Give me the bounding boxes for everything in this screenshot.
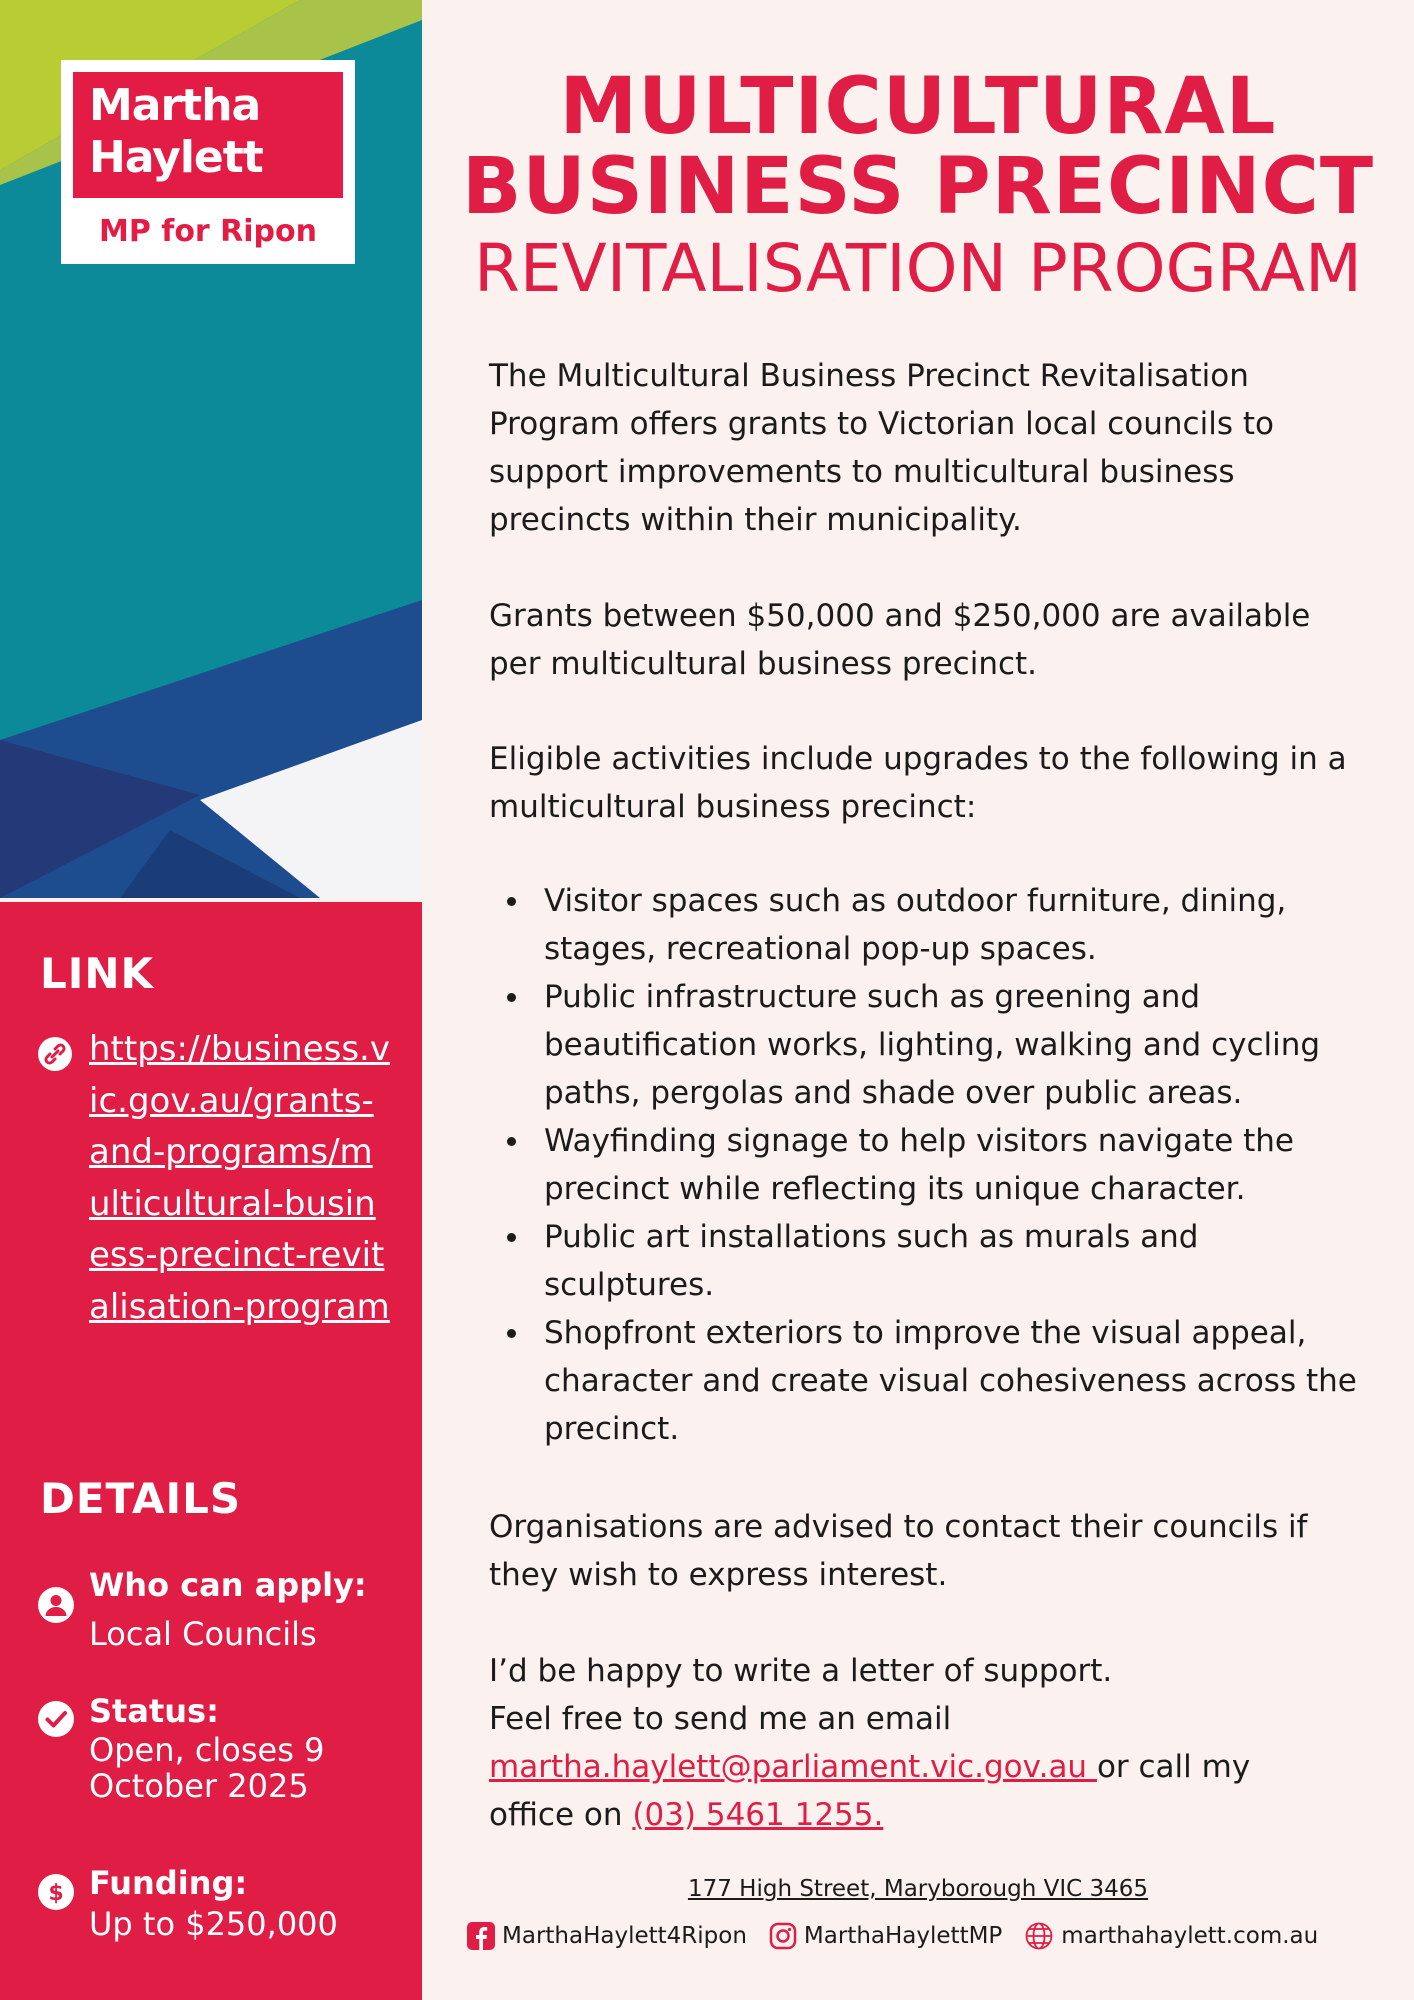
grants-paragraph: Grants between $50,000 and $250,000 are available per multicultural business precinct. — [489, 598, 1311, 682]
list-item: Public art installations such as murals and sculptures. — [489, 1213, 1369, 1309]
list-item: Public infrastructure such as greening and beautification works, lighting, walking and cycling paths, pergolas and shade over public areas. — [489, 973, 1369, 1117]
facebook-icon — [467, 1922, 495, 1950]
funding-label: Funding: — [89, 1864, 248, 1902]
details-heading: DETAILS — [40, 1474, 242, 1523]
email-link[interactable]: martha.haylett@parliament.vic.gov.au — [489, 1749, 1097, 1785]
advice-paragraph: Organisations are advised to contact their councils if they wish to express interest. — [489, 1509, 1308, 1593]
email-prompt-line: Feel free to send me an email — [489, 1701, 952, 1737]
office-on-text: office on — [489, 1797, 633, 1833]
instagram-icon — [769, 1922, 797, 1950]
instagram-handle: MarthaHaylettMP — [803, 1923, 1003, 1949]
logo-subtitle: MP for Ripon — [98, 214, 317, 249]
globe-icon — [1024, 1921, 1054, 1951]
logo-name-line2: Haylett — [89, 132, 263, 183]
title-line3: REVITALISATION PROGRAM — [473, 230, 1362, 307]
contact-paragraph — [489, 1647, 1359, 1839]
email-line — [489, 1743, 1359, 1791]
sidebar — [0, 0, 422, 2000]
program-link[interactable]: https://business.vic.gov.au/grants-and-programs/multicultural-business-precinct-revitalisation-program — [89, 1029, 390, 1327]
facebook-link[interactable] — [467, 1922, 747, 1950]
list-item: Visitor spaces such as outdoor furniture, dining, stages, recreational pop-up spaces. — [489, 877, 1369, 973]
check-circle-icon — [38, 1701, 74, 1737]
logo-name-line1: Martha — [89, 80, 261, 131]
sidebar-info-panel — [0, 902, 422, 2000]
sidebar-decorative-art — [0, 0, 422, 898]
office-address: 177 High Street, Maryborough VIC 3465 — [687, 1876, 1149, 1902]
website-url: marthahaylett.com.au — [1061, 1923, 1319, 1949]
title-line1: MULTICULTURAL — [559, 62, 1277, 152]
status-label: Status: — [89, 1692, 219, 1730]
website-link[interactable] — [1024, 1921, 1318, 1951]
svg-text:$: $ — [48, 1881, 64, 1906]
person-icon — [38, 1587, 74, 1623]
dollar-icon — [38, 1874, 74, 1910]
eligible-intro: Eligible activities include upgrades to the following in a multicultural business precinct: — [489, 741, 1347, 825]
who-can-apply-label: Who can apply: — [89, 1566, 367, 1604]
intro-paragraph: The Multicultural Business Precinct Revitalisation Program offers grants to Victorian local councils to support improvements to multicultural business precincts within their municipality. — [489, 358, 1274, 538]
eligible-activities-list — [489, 877, 1369, 1453]
facebook-handle: MarthaHaylett4Ripon — [502, 1923, 747, 1949]
link-heading: LINK — [40, 949, 155, 998]
title-line2: BUSINESS PRECINCT — [461, 142, 1375, 232]
status-value: Open, closes 9 October 2025 — [89, 1731, 325, 1805]
funding-value: Up to $250,000 — [89, 1905, 338, 1943]
phone-link[interactable]: (03) 5461 1255. — [632, 1797, 884, 1833]
link-icon — [38, 1037, 72, 1071]
list-item: Wayfinding signage to help visitors navigate the precinct while reflecting its unique character. — [489, 1117, 1369, 1213]
social-links — [467, 1918, 1340, 1954]
logo — [61, 60, 355, 264]
who-can-apply-value: Local Councils — [89, 1615, 317, 1653]
instagram-link[interactable] — [769, 1922, 1002, 1950]
list-item: Shopfront exteriors to improve the visual appeal, character and create visual cohesiveness across the precinct. — [489, 1309, 1369, 1453]
phone-line — [489, 1791, 1359, 1839]
main-content — [422, 0, 1414, 2000]
support-line: I’d be happy to write a letter of support. — [489, 1653, 1113, 1689]
or-call-text: or call my — [1096, 1749, 1251, 1785]
logo-name-block — [73, 72, 343, 198]
